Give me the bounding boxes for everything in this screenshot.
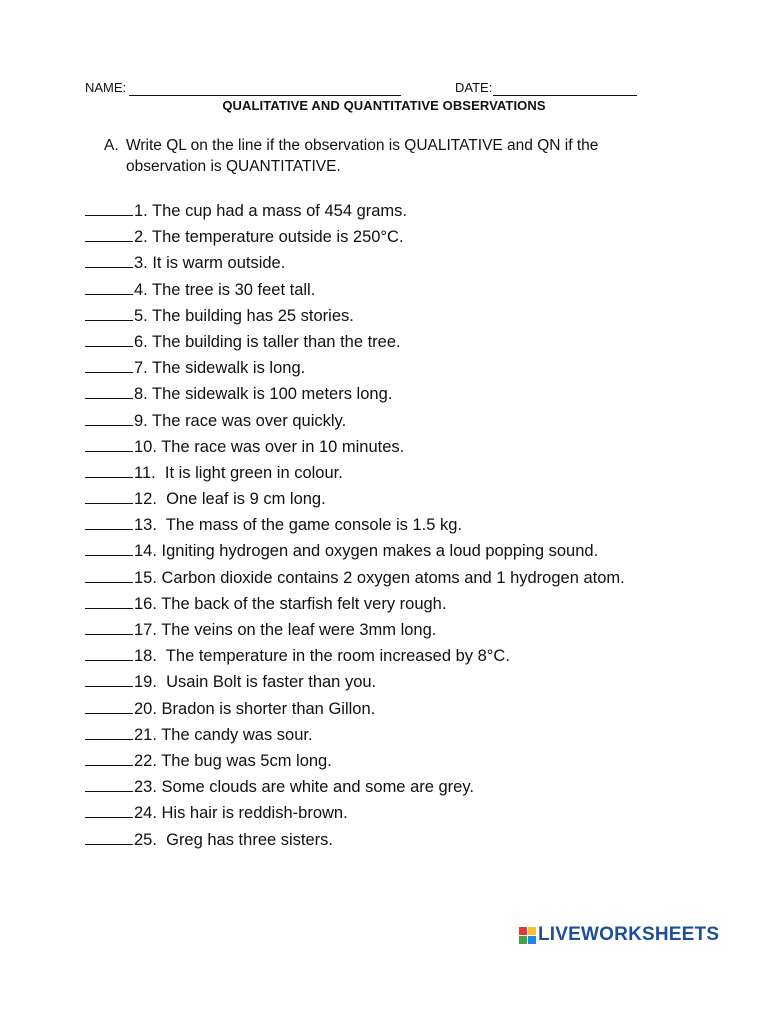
question-item (85, 670, 625, 696)
question-text: 17. The veins on the leaf were 3mm long. (134, 621, 437, 639)
liveworksheets-logo-icon (519, 927, 536, 944)
question-item (85, 592, 625, 618)
answer-blank[interactable] (85, 251, 133, 268)
question-list (85, 199, 625, 854)
question-text: 12. One leaf is 9 cm long. (134, 490, 326, 509)
question-text: 24. His hair is reddish-brown. (134, 804, 348, 823)
answer-blank[interactable] (85, 723, 133, 740)
question-text: 16. The back of the starfish felt very rough. (134, 594, 447, 613)
liveworksheets-logo (519, 924, 719, 946)
name-field-line[interactable] (129, 95, 401, 96)
worksheet-title: QUALITATIVE AND QUANTITATIVE OBSERVATIONS (222, 98, 546, 113)
question-text: 6. The building is taller than the tree. (134, 332, 401, 351)
answer-blank[interactable] (85, 828, 133, 845)
question-item (85, 513, 625, 539)
question-item (85, 697, 625, 723)
question-text: 1. The cup had a mass of 454 grams. (134, 202, 408, 220)
question-item (85, 251, 625, 277)
answer-blank[interactable] (85, 330, 133, 347)
answer-blank[interactable] (85, 382, 133, 399)
answer-blank[interactable] (85, 278, 133, 295)
question-item (85, 487, 625, 513)
question-text: 19. Usain Bolt is faster than you. (134, 673, 377, 692)
section-letter: A. (104, 137, 119, 154)
question-text: 4. The tree is 30 feet tall. (134, 280, 316, 299)
question-item (85, 330, 625, 356)
answer-blank[interactable] (85, 225, 133, 242)
answer-blank[interactable] (85, 487, 133, 504)
answer-blank[interactable] (85, 513, 133, 530)
question-text: 13. The mass of the game console is 1.5 kg. (134, 516, 463, 535)
question-text: 9. The race was over quickly. (134, 411, 347, 430)
question-text: 2. The temperature outside is 250°C. (134, 228, 404, 247)
answer-blank[interactable] (85, 775, 133, 792)
question-item (85, 225, 625, 251)
answer-blank[interactable] (85, 356, 133, 373)
answer-blank[interactable] (85, 199, 133, 216)
answer-blank[interactable] (85, 697, 133, 714)
question-item (85, 775, 625, 801)
question-item (85, 723, 625, 749)
question-item (85, 828, 625, 854)
question-text: 25. Greg has three sisters. (134, 830, 334, 849)
instructions (104, 135, 664, 177)
date-label: DATE: (455, 80, 493, 95)
question-item (85, 199, 625, 225)
answer-blank[interactable] (85, 670, 133, 687)
question-item (85, 539, 625, 565)
answer-blank[interactable] (85, 566, 133, 583)
question-item (85, 566, 625, 592)
question-item (85, 461, 625, 487)
name-label: NAME: (85, 80, 127, 95)
answer-blank[interactable] (85, 539, 133, 556)
answer-blank[interactable] (85, 592, 133, 609)
question-text: 14. Igniting hydrogen and oxygen makes a loud popping sound. (134, 542, 599, 561)
question-item (85, 618, 625, 644)
question-text: 22. The bug was 5cm long. (134, 751, 332, 770)
question-item (85, 304, 625, 330)
logo-text: LIVEWORKSHEETS (538, 924, 720, 945)
question-text: 7. The sidewalk is long. (134, 359, 306, 378)
question-item (85, 435, 625, 461)
instructions-line-1: Write QL on the line if the observation is QUALITATIVE and QN if the (126, 137, 599, 154)
question-item (85, 409, 625, 435)
question-text: 11. It is light green in colour. (134, 463, 343, 482)
answer-blank[interactable] (85, 461, 133, 478)
answer-blank[interactable] (85, 618, 133, 635)
answer-blank[interactable] (85, 409, 133, 426)
answer-blank[interactable] (85, 304, 133, 321)
question-item (85, 749, 625, 775)
question-text: 5. The building has 25 stories. (134, 306, 354, 325)
question-text: 18. The temperature in the room increased by 8°C. (134, 647, 510, 666)
question-text: 23. Some clouds are white and some are grey. (134, 778, 474, 797)
question-text: 21. The candy was sour. (134, 725, 313, 744)
date-field-line[interactable] (493, 95, 637, 96)
question-text: 3. It is warm outside. (134, 254, 286, 273)
answer-blank[interactable] (85, 801, 133, 818)
instructions-line-2: observation is QUANTITATIVE. (126, 158, 341, 175)
question-item (85, 644, 625, 670)
answer-blank[interactable] (85, 749, 133, 766)
question-text: 10. The race was over in 10 minutes. (134, 437, 405, 456)
question-text: 20. Bradon is shorter than Gillon. (134, 699, 376, 718)
question-item (85, 356, 625, 382)
answer-blank[interactable] (85, 435, 133, 452)
question-item (85, 278, 625, 304)
question-item (85, 382, 625, 408)
answer-blank[interactable] (85, 644, 133, 661)
question-text: 8. The sidewalk is 100 meters long. (134, 385, 393, 404)
question-item (85, 801, 625, 827)
header-row (85, 80, 645, 100)
question-text: 15. Carbon dioxide contains 2 oxygen atoms and 1 hydrogen atom. (134, 568, 625, 587)
